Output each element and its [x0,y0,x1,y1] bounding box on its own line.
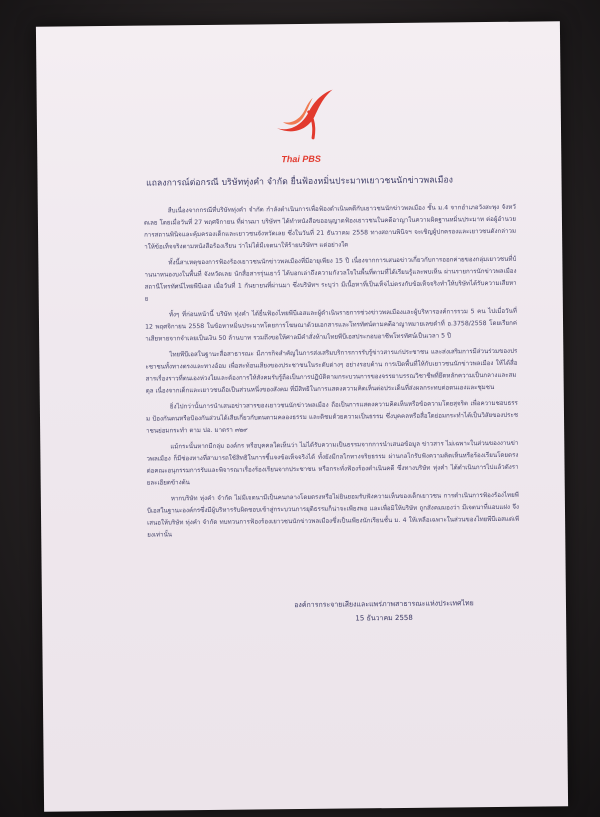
paragraph-2: ทั้งนี้สาเหตุของการฟ้องร้องเยาวชนนักข่าวพลเมืองที่มีอายุเพียง 15 ปี เนื่องจากการเสนอข่าวเกี่ยวกับการออกค่ายของกลุ่มเยาวชนที่บ้านนาหนองบงในพื้นที่ จังหวัดเลย นักสื่อสารรุ่นเยาว์ ได้บอกเล่าถึงความกังวลใจในพื้นที่ตามที่ได้เรียนรู้และพบเห็น ผ่านรายการนักข่าวพลเมือง สถานีโทรทัศน์ไทยพีบีเอส เมื่อวันที่ 1 กันยายนที่ผ่านมา ซึ่งบริษัทฯ ระบุว่า มีเนื้อหาที่เป็นเท็จไม่ตรงกับข้อเท็จจริงทำให้บริษัทได้รับความเสียหาย [144,255,517,303]
paragraph-5: ยิ่งไปกว่านั้นการนำเสนอข่าวสารของเยาวชนนักข่าวพลเมือง ถือเป็นการแสดงความคิดเห็นหรือข้อความโดยสุจริต เพื่อความชอบธรรม ป้องกันตนหรือป้องกันส่วนได้เสียเกี่ยวกับตนตามคลองธรรม และติชมด้วยความเป็นธรรม ซึ่งบุคคลหรือสื่อใดย่อมกระทำได้เป็นวิสัยของประชาชนย่อมกระทำ ตาม ปอ. มาตรา ๓๒๙ [145,399,519,435]
document-heading: แถลงการณ์ต่อกรณี บริษัททุ่งคำ จำกัด ยื่นฟ้องหมิ่นประมาทเยาวชนนักข่าวพลเมือง [146,175,454,189]
signature-block [242,596,526,627]
bird-icon [268,82,339,153]
paragraph-4: ไทยพีบีเอสในฐานะสื่อสาธารณะ มีภารกิจสำคัญในการส่งเสริมบริการการรับรู้ข่าวสารแก่ประชาชน และส่งเสริมการมีส่วนร่วมของประชาชนทั้งทางตรงและทางอ้อม เพื่อสะท้อนเสียงของประชาชนในระดับต่างๆ อย่างรอบด้าน การเปิดพื้นที่ให้กับเยาวชนนักข่าวพลเมือง ให้ได้สื่อสารเรื่องราวที่ตนเองห่วงใยและต้องการให้สังคมรับรู้ถือเป็นการปฏิบัติตามกระบวนการของจรรยาบรรณวิชาชีพที่ยึดหลักความเป็นกลางและสมดุล เนื่องจากเด็กและเยาวชนถือเป็นส่วนหนึ่งของสังคม ที่มีสิทธิในการแสดงความคิดเห็นต่อประเด็นที่ส่งผลกระทบต่อตนเองและชุมชน [145,347,518,395]
paragraph-1: สืบเนื่องจากกรณีที่บริษัททุ่งคำ จำกัด กำลังดำเนินการเพื่อฟ้องดำเนินคดีกับเยาวชนนักข่าวพลเมือง ชั้น ม.4 จากอำเภอวังสะพุง จังหวัดเลย โดยเมื่อวันที่ 27 พฤศจิกายน ที่ผ่านมา บริษัทฯ ได้ทำหนังสือขออนุญาตฟ้องเยาวชนในคดีอาญาในความผิดฐานหมิ่นประมาท ต่อผู้อำนวยการสถานพินิจและคุ้มครองเด็กและเยาวชนจังหวัดเลย ซึ่งในวันที่ 21 ธันวาคม 2558 ทางสถานพินิจฯ จะเชิญผู้ปกครองและเยาวชนดังกล่าวมาให้ข้อเท็จจริงตามหนังสือร้องเรียน ว่าไม่ได้มีเจตนาให้ร้ายบริษัทฯ แต่อย่างใด [143,203,517,251]
thai-pbs-logo-text: Thai PBS [281,153,321,165]
signature-organization: องค์การกระจายเสียงและแพร่ภาพสาธารณะแห่งประเทศไทย [294,599,474,610]
paragraph-6: แม้กระนั้นหากมีกลุ่ม องค์กร หรือบุคคลใดเห็นว่า ไม่ได้รับความเป็นธรรมจากการนำเสนอข้อมูล ข่าวสาร ไม่เฉพาะในส่วนของงานข่าวพลเมือง ก็มีช่องทางที่สามารถใช้สิทธิในการชี้แจงข้อเท็จจริงได้ ทั้งยังมีกลไกทางจริยธรรม ผ่านกลไกรับฟังความคิดเห็นหรือร้องเรียนโดยตรงต่อคณะอนุกรรมการรับและพิจารณาเรื่องร้องเรียนจากประชาชน หรือกระทั่งฟ้องร้องดำเนินคดี ซึ่งทางบริษัท ทุ่งคำ ได้ดำเนินการไปแล้วดังรายละเอียดข้างต้น [146,439,519,487]
printed-statement-page [36,21,568,811]
document-body [144,202,520,546]
paragraph-7: หากบริษัท ทุ่งคำ จำกัด ไม่มีเจตนามีเป็นคนกลางโดยตรงหรือไม่ยินยอมรับฟังความเห็นของเด็กเยาวชน การดำเนินการฟ้องร้องไทยพีบีเอสในฐานะองค์กรซึ่งมีผู้บริหารรับผิดชอบเข้าสู่กระบวนการยุติธรรมก็น่าจะเพียงพอ และเพื่อมิให้บริษัท ถูกสังคมมองว่า มีเจตนาที่แอบแฝง จึงเสนอให้บริษัท ทุ่งคำ จำกัด ทบทวนการฟ้องร้องเยาวชนนักข่าวพลเมืองซึ่งเป็นเพียงนักเรียนชั้น ม. 4 ให้เหลือเฉพาะในส่วนของไทยพีบีเอสแต่เพียงเท่านั้น [146,491,520,539]
signature-date: 15 ธันวาคม 2558 [355,613,413,623]
paragraph-3: ทั้งๆ ที่ก่อนหน้านี้ บริษัท ทุ่งคำ ได้ยื่นฟ้องไทยพีบีเอสและผู้ดำเนินรายการช่วงข่าวพลเมืองและผู้บริหารองค์การรวม 5 คน ไปเมื่อวันที่ 12 พฤศจิกายน 2558 ในข้อหาหมิ่นประมาทโดยการโฆษณาด้วยเอกสารและโทรทัศน์ตามคดีอาญาหมายเลขดำที่ อ.3758/2558 โดยเรียกค่าเสียหายจากจำเลยเป็นเงิน 50 ล้านบาท รวมถึงขอให้ศาลมีคำสั่งห้ามไทยพีบีเอสประกอบอาชีพโทรทัศน์เป็นเวลา 5 ปี [145,307,518,343]
